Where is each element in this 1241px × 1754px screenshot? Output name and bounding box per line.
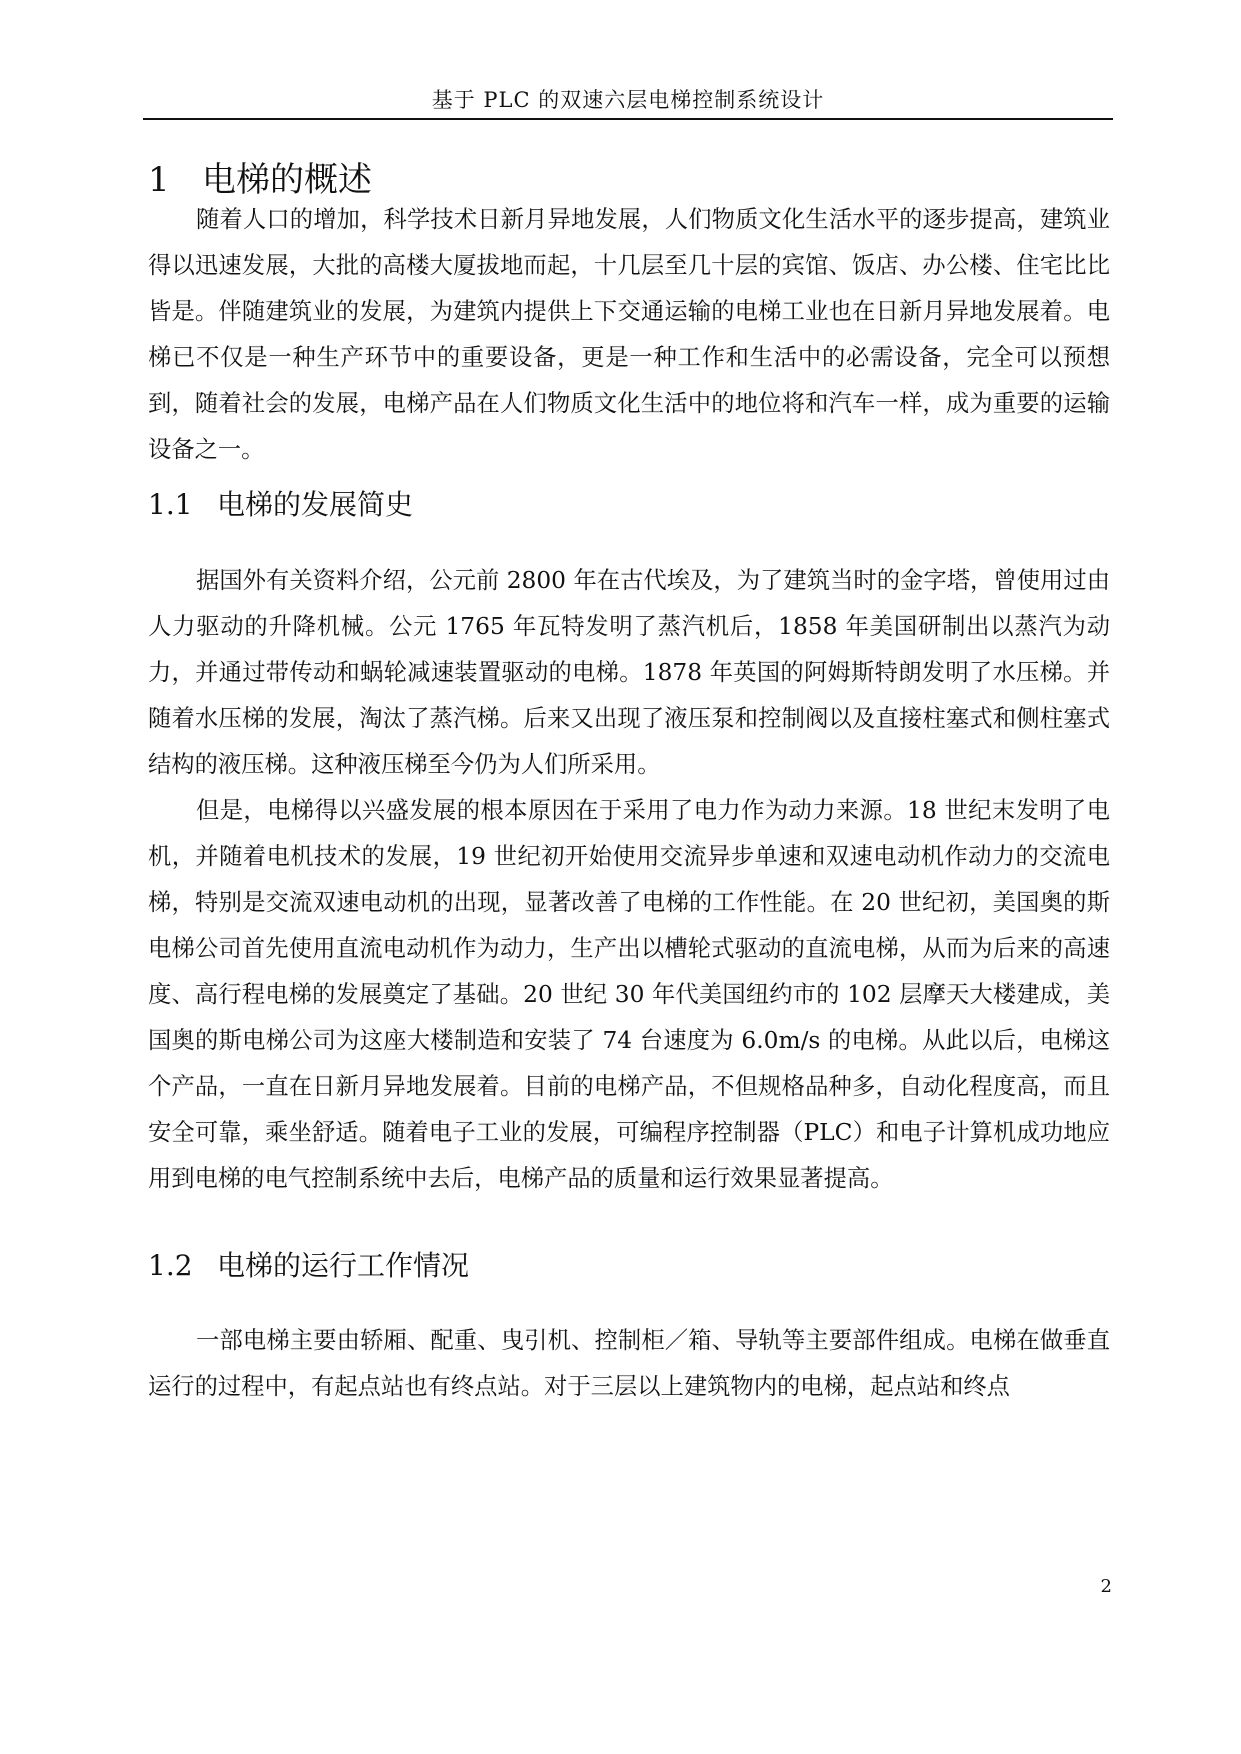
chapter-intro-paragraph: 随着人口的增加，科学技术日新月异地发展，人们物质文化生活水平的逐步提高，建筑业得以迅速发展，大批的高楼大厦拔地而起，十几层至几十层的宾馆、饭店、办公楼、住宅比比皆是。伴随建筑业的发展，为建筑内提供上下交通运输的电梯工业也在日新月异地发展着。电梯已不仅是一种生产环节中的重要设备，更是一种工作和生活中的必需设备，完全可以预想到，随着社会的发展，电梯产品在人们物质文化生活中的地位将和汽车一样，成为重要的运输设备之一。 (148, 206, 1110, 463)
chapter-title-text: 电梯的概述 (202, 160, 372, 200)
page-number: 2 (1100, 1576, 1112, 1597)
running-header: 基于 PLC 的双速六层电梯控制系统设计 (431, 88, 825, 112)
section-heading-1-2 (148, 1247, 469, 1285)
header-rule (143, 118, 1113, 120)
chapter-number: 1 (148, 160, 170, 200)
section-1-1-paragraph-1: 据国外有关资料介绍，公元前 2800 年在古代埃及，为了建筑当时的金字塔，曾使用过由人力驱动的升降机械。公元 1765 年瓦特发明了蒸汽机后，1858 年美国研制出以蒸汽为动力，并通过带传动和蜗轮减速装置驱动的电梯。1878 年英国的阿姆斯特朗发明了水压梯。并随着水压梯的发展，淘汰了蒸汽梯。后来又出现了液压泵和控制阀以及直接柱塞式和侧柱塞式结构的液压梯。这种液压梯至今仍为人们所采用。 (148, 567, 1110, 778)
section-1-2-paragraph-1: 一部电梯主要由轿厢、配重、曳引机、控制柜／箱、导轨等主要部件组成。电梯在做垂直运行的过程中，有起点站也有终点站。对于三层以上建筑物内的电梯，起点站和终点 (148, 1327, 1110, 1400)
section-title-text: 电梯的运行工作情况 (217, 1249, 470, 1282)
section-title-text: 电梯的发展简史 (217, 488, 414, 521)
section-number: 1.2 (148, 1249, 193, 1282)
section-heading-1-1 (148, 486, 413, 524)
section-1-1-paragraph-2: 但是，电梯得以兴盛发展的根本原因在于采用了电力作为动力来源。18 世纪末发明了电机，并随着电机技术的发展，19 世纪初开始使用交流异步单速和双速电动机作动力的交流电梯，特别是交流双速电动机的出现，显著改善了电梯的工作性能。在 20 世纪初，美国奥的斯电梯公司首先使用直流电动机作为动力，生产出以槽轮式驱动的直流电梯，从而为后来的高速度、高行程电梯的发展奠定了基础。20 世纪 30 年代美国纽约市的 102 层摩天大楼建成，美国奥的斯电梯公司为这座大楼制造和安装了 74 台速度为 6.0m/s 的电梯。从此以后，电梯这个产品，一直在日新月异地发展着。目前的电梯产品，不但规格品种多，自动化程度高，而且安全可靠，乘坐舒适。随着电子工业的发展，可编程序控制器（PLC）和电子计算机成功地应用到电梯的电气控制系统中去后，电梯产品的质量和运行效果显著提高。 (148, 797, 1110, 1192)
section-number: 1.1 (148, 488, 193, 521)
